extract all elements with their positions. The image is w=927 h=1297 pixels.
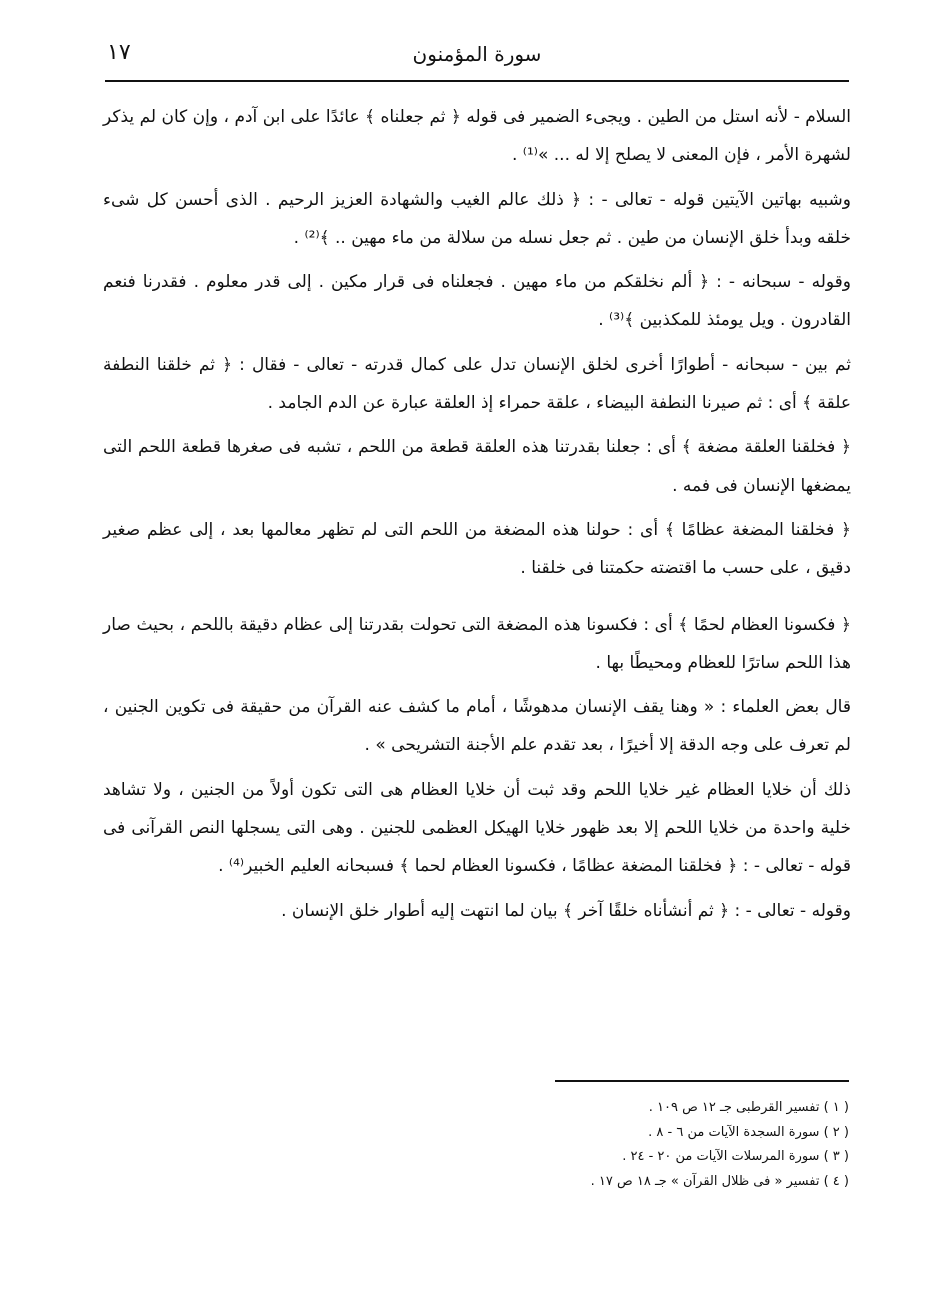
paragraph: قال بعض العلماء : « وهنا يقف الإنسان مدهوشًا ، أمام ما كشف عنه القرآن من حقيقة فى تكوين الجنين ، لم تعرف على وجه الدقة إلا أخيرًا ، بعد تقدم علم الأجنة التشريحى » . bbox=[103, 697, 851, 756]
paragraph: ذلك أن خلايا العظام غير خلايا اللحم وقد ثبت أن خلايا العظام هى التى تكون أولاً من الجنين ، ولا تشاهد خلية واحدة من خلايا اللحم إلا بعد ظهور خلايا الهيكل العظمى للجنين . وهى التى يسجلها النص القرآنى فى قوله - تعالى - : ﴿ فخلقنا المضغة عظامًا ، فكسونا العظام لحما ﴾ فسبحانه العليم الخبير⁽⁴⁾ . bbox=[103, 779, 851, 877]
page-header bbox=[105, 38, 849, 82]
paragraph: وشبيه بهاتين الآيتين قوله - تعالى - : ﴿ ذلك عالم الغيب والشهادة العزيز الرحيم . الذى أحسن كل شىء خلقه وبدأ خلق الإنسان من طين . ثم جعل نسله من سلالة من ماء مهين .. ﴾⁽²⁾ . bbox=[103, 189, 851, 248]
paragraph: ﴿ فكسونا العظام لحمًا ﴾ أى : فكسونا هذه المضغة التى تحولت بقدرتنا إلى عظام دقيقة باللحم ، بحيث صار هذا اللحم ساترًا للعظام ومحيطًا بها . bbox=[103, 614, 851, 673]
footnote: ( ٢ ) سورة السجدة الآيات من ٦ - ٨ . bbox=[648, 1124, 849, 1140]
footnotes bbox=[449, 1096, 849, 1194]
footnote-rule bbox=[555, 1080, 849, 1082]
paragraph: ﴿ فخلقنا المضغة عظامًا ﴾ أى : حولنا هذه المضغة من اللحم التى لم تظهر معالمها بعد ، إلى عظم صغير دقيق ، على حسب ما اقتضته حكمتنا فى خلقنا . bbox=[103, 519, 851, 579]
paragraph: وقوله - تعالى - : ﴿ ثم أنشأناه خلقًا آخر ﴾ بيان لما انتهت إليه أطوار خلق الإنسان . bbox=[281, 900, 851, 921]
paragraph: ثم بين - سبحانه - أطوارًا أخرى لخلق الإنسان تدل على كمال قدرته - تعالى - فقال : ﴿ ثم خلقنا النطفة علقة ﴾ أى : ثم صيرنا النطفة البيضاء ، علقة حمراء إذ العلقة عبارة عن الدم الجامد . bbox=[103, 354, 851, 414]
main-text bbox=[103, 98, 851, 936]
footnote: ( ٤ ) تفسير « فى ظلال القرآن » جـ ١٨ ص ١٧ . bbox=[590, 1173, 849, 1189]
running-title: سورة المؤمنون bbox=[412, 42, 542, 66]
footnote: ( ١ ) تفسير القرطبى جـ ١٢ ص ١٠٩ . bbox=[648, 1100, 849, 1115]
paragraph: وقوله - سبحانه - : ﴿ ألم نخلقكم من ماء مهين . فجعلناه فى قرار مكين . إلى قدر معلوم . فقدرنا فنعم القادرون . ويل يومئذ للمكذبين ﴾⁽³⁾ . bbox=[103, 272, 851, 331]
page-number: ١٧ bbox=[107, 40, 131, 65]
paragraph: السلام - لأنه استل من الطين . ويجىء الضمير فى قوله ﴿ ثم جعلناه ﴾ عائدًا على ابن آدم ، وإن كان لم يذكر لشهرة الأمر ، فإن المعنى لا يصلح إلا له ... »⁽¹⁾ . bbox=[103, 107, 851, 166]
header-rule bbox=[105, 80, 849, 82]
footnote: ( ٣ ) سورة المرسلات الآيات من ٢٠ - ٢٤ . bbox=[622, 1149, 849, 1165]
paragraph: ﴿ فخلقنا العلقة مضغة ﴾ أى : جعلنا بقدرتنا هذه العلقة قطعة من اللحم ، تشبه فى صغرها قطعة اللحم التى يمضغها الإنسان فى فمه . bbox=[103, 437, 851, 496]
